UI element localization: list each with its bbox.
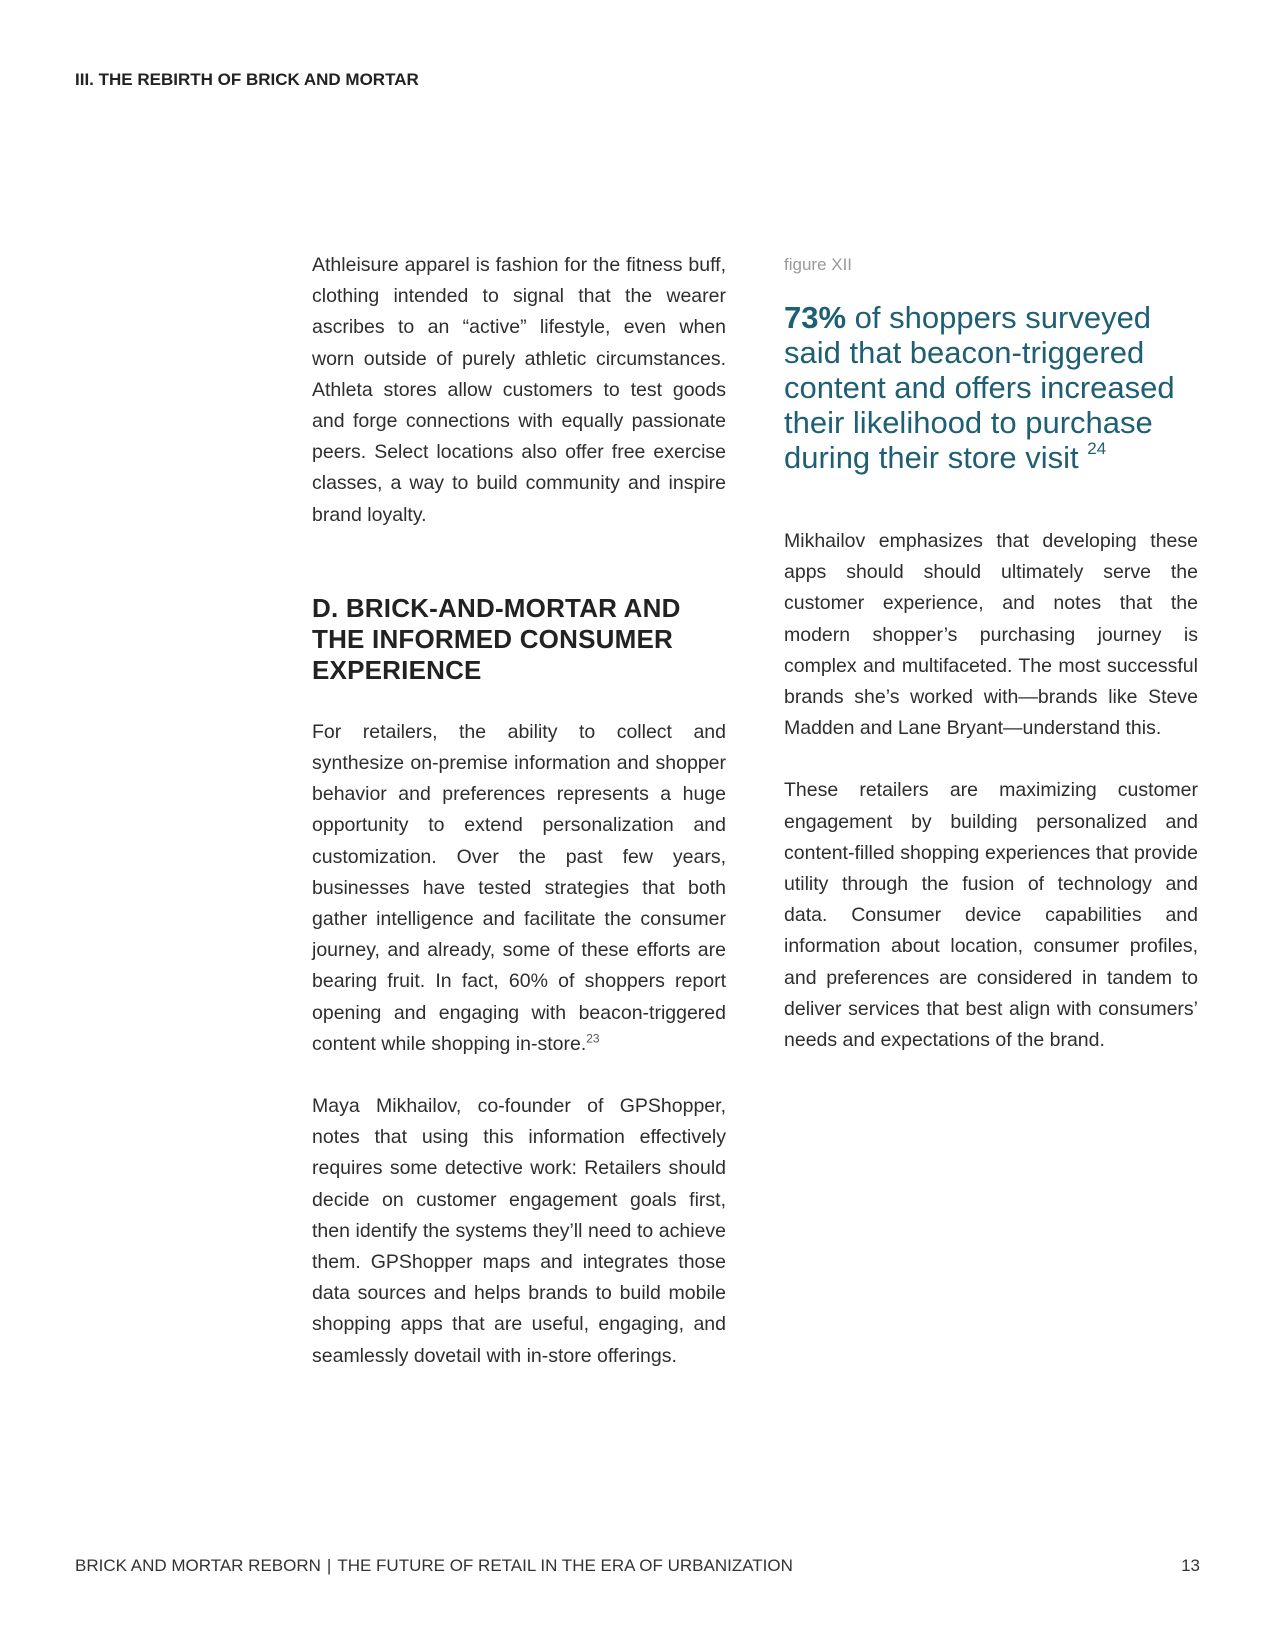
mikhailov-paragraph: Maya Mikhailov, co-founder of GPShopper, notes that using this information effectively requires some detective work: Retailers should decide on customer engagement goals first, then identify the systems they’ll need to achieve them. GPShopper maps and integrates those data sources and helps brands to build mobile shopping apps that are useful, engaging, and seamlessly dovetail with in-store offerings. [312, 1095, 726, 1367]
retailers-engagement-paragraph: These retailers are maximizing customer engagement by building personalized and content-filled shopping experiences that provide utility through the fusion of technology and data. Consumer device capabilities and information about location, consumer profiles, and preferences are considered in tandem to deliver services that best align with consumers’ needs and expectations of the brand. [784, 779, 1198, 1052]
footer-separator: | [326, 1556, 332, 1575]
page-number: 13 [1181, 1556, 1200, 1575]
section-heading-line-3: EXPERIENCE [312, 654, 482, 685]
callout-text: of shoppers surveyed said that beacon-triggered content and offers increased their likelihood to purchase during their store visit [784, 300, 1175, 475]
section-heading [312, 593, 726, 686]
footer-title: BRICK AND MORTAR REBORN [75, 1556, 321, 1575]
section-header: III. THE REBIRTH OF BRICK AND MORTAR [75, 70, 419, 89]
retailers-paragraph-text: For retailers, the ability to collect and synthesize on-premise information and shopper behavior and preferences represents a huge opportunity to extend personalization and customization. Over the past few years, businesses have tested strategies that both gather intelligence and facilitate the consumer journey, and already, some of these efforts are bearing fruit. In fact, 60% of shoppers report opening and engaging with beacon-triggered content while shopping in-store. [312, 720, 726, 1055]
retailers-paragraph [312, 717, 726, 1060]
figure-label: figure XII [784, 255, 853, 274]
footnote-ref-23: 23 [586, 1031, 600, 1046]
right-column [784, 250, 1198, 1056]
left-column [312, 250, 726, 1372]
athleisure-paragraph: Athleisure apparel is fashion for the fitness buff, clothing intended to signal that the wearer ascribes to an “active” lifestyle, even when worn outside of purely athletic circumstances. Athleta stores allow customers to test goods and forge connections with equally passionate peers. Select locations also offer free exercise classes, a way to build community and inspire brand loyalty. [312, 254, 726, 526]
section-heading-line-2: THE INFORMED CONSUMER [312, 623, 673, 654]
footnote-ref-24: 24 [1087, 439, 1107, 458]
customer-experience-paragraph: Mikhailov emphasizes that developing these apps should should ultimately serve the customer experience, and notes that the modern shopper’s purchasing journey is complex and multifaceted. The most successful brands she’s worked with—brands like Steve Madden and Lane Bryant—understand this. [784, 530, 1198, 740]
footer-subtitle: THE FUTURE OF RETAIL IN THE ERA OF URBANIZATION [337, 1556, 793, 1575]
statistic-callout [784, 300, 1198, 475]
right-body [784, 526, 1198, 1056]
section-heading-line-1: D. BRICK-AND-MORTAR AND [312, 592, 681, 623]
page-footer [75, 1556, 1200, 1576]
callout-percent: 73% [784, 300, 847, 335]
